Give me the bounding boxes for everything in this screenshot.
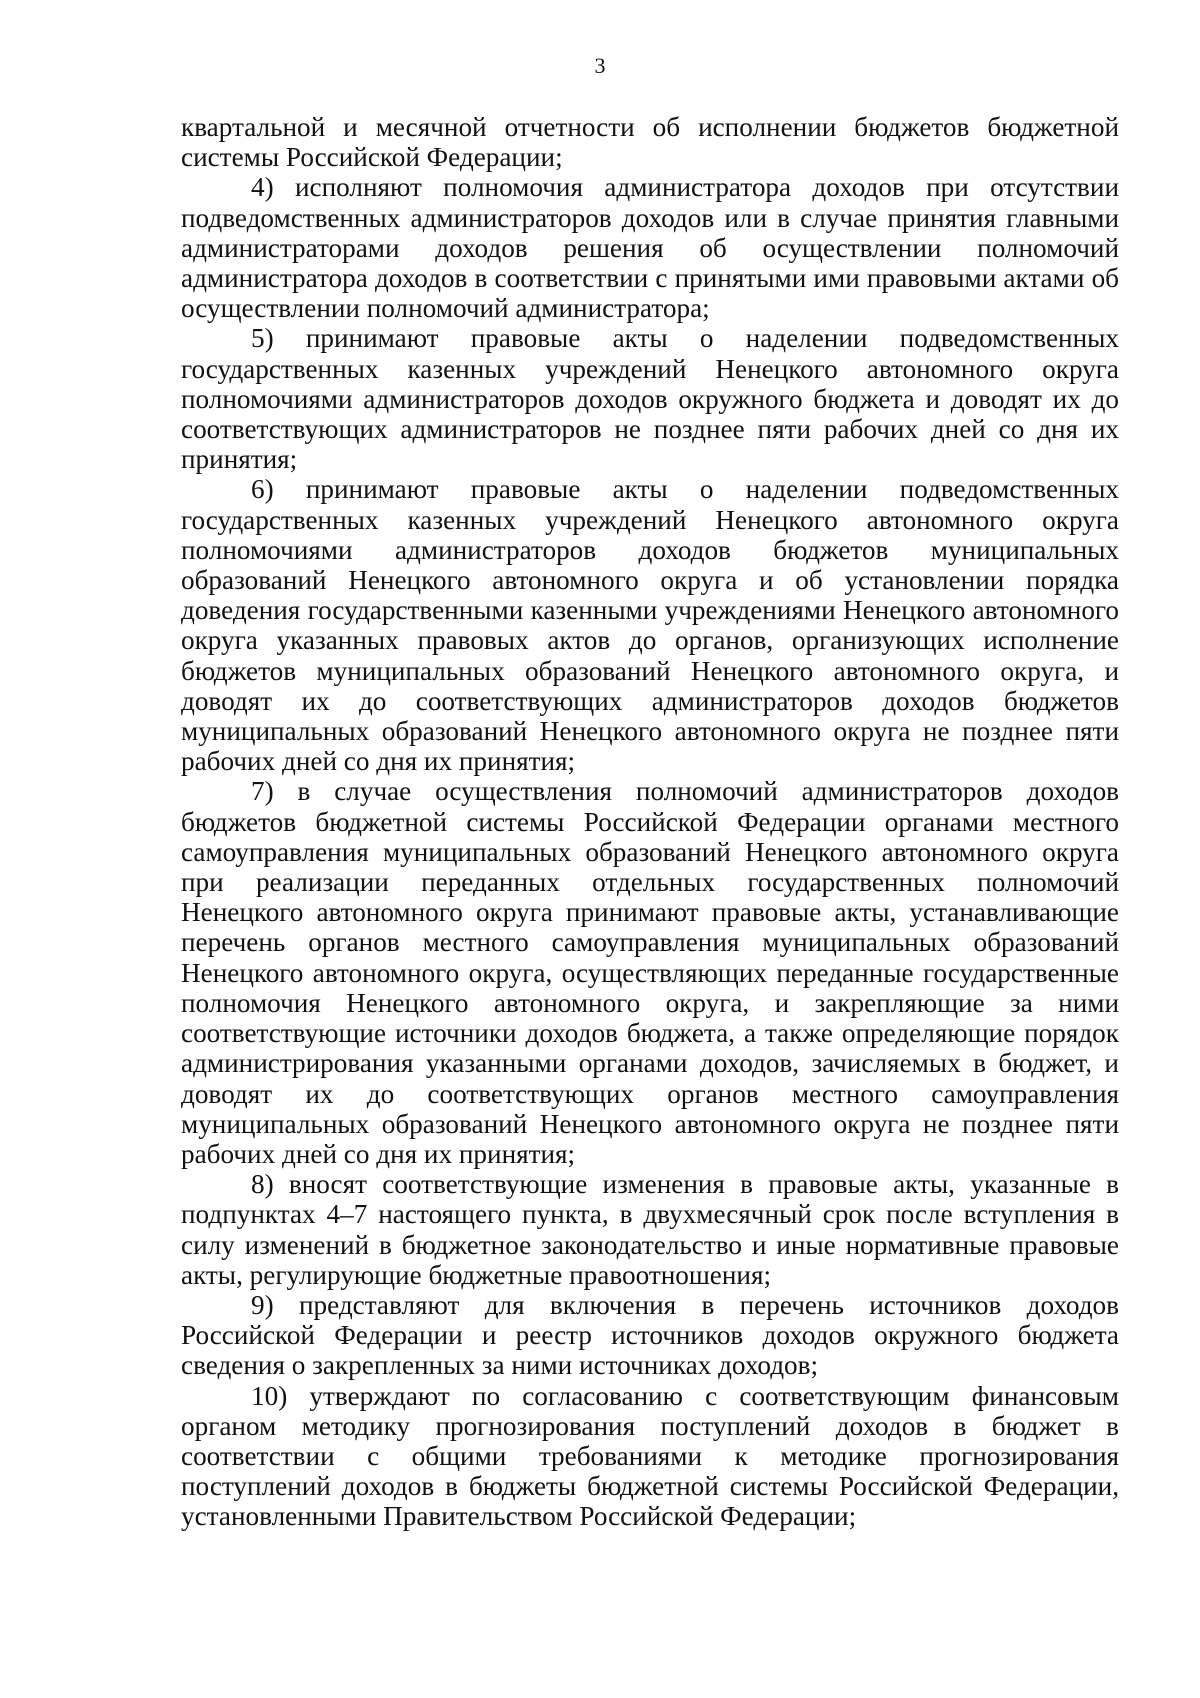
- paragraph-item-8: 8) вносят соответствующие изменения в правовые акты, указанные в подпунктах 4–7 настоящего пункта, в двухмесячный срок после вступления в силу изменений в бюджетное законодательство и иные нормативные правовые акты, регулирующие бюджетные правоотношения;: [181, 1169, 1119, 1290]
- paragraph-item-4: 4) исполняют полномочия администратора доходов при отсутствии подведомственных администраторов доходов или в случае принятия главными администраторами доходов решения об осуществлении полномочий администратора доходов в соответствии с принятыми ими правовыми актами об осуществлении полномочий администратора;: [181, 172, 1119, 324]
- paragraph-item-7: 7) в случае осуществления полномочий администраторов доходов бюджетов бюджетной системы Российской Федерации органами местного самоуправления муниципальных образований Ненецкого автономного округа при реализации переданных отдельных государственных полномочий Ненецкого автономного округа принимают правовые акты, устанавливающие перечень органов местного самоуправления муниципальных образований Ненецкого автономного округа, осуществляющих переданные государственные полномочия Ненецкого автономного округа, и закрепляющие за ними соответствующие источники доходов бюджета, а также определяющие порядок администрирования указанными органами доходов, зачисляемых в бюджет, и доводят их до соответствующих органов местного самоуправления муниципальных образований Ненецкого автономного округа не позднее пяти рабочих дней со дня их принятия;: [181, 776, 1119, 1169]
- page-number: 3: [594, 53, 606, 78]
- paragraph-item-9: 9) представляют для включения в перечень источников доходов Российской Федерации и реестр источников доходов окружного бюджета сведения о закрепленных за ними источниках доходов;: [181, 1289, 1119, 1381]
- paragraph-continuation: квартальной и месячной отчетности об исполнении бюджетов бюджетной системы Российской Федерации;: [181, 112, 1119, 173]
- paragraph-item-10: 10) утверждают по согласованию с соответствующим финансовым органом методику прогнозирования поступлений доходов в бюджет в соответствии с общими требованиями к методике прогнозирования поступлений доходов в бюджеты бюджетной системы Российской Федерации, установленными Правительством Российской Федерации;: [181, 1380, 1119, 1532]
- paragraph-item-5: 5) принимают правовые акты о наделении подведомственных государственных казенных учреждений Ненецкого автономного округа полномочиями администраторов доходов окружного бюджета и доводят их до соответствующих администраторов не позднее пяти рабочих дней со дня их принятия;: [181, 323, 1119, 475]
- document-body: [181, 112, 1119, 1532]
- paragraph-item-6: 6) принимают правовые акты о наделении подведомственных государственных казенных учреждений Ненецкого автономного округа полномочиями администраторов доходов бюджетов муниципальных образований Ненецкого автономного округа и об установлении порядка доведения государственными казенными учреждениями Ненецкого автономного округа указанных правовых актов до органов, организующих исполнение бюджетов муниципальных образований Ненецкого автономного округа, и доводят их до соответствующих администраторов доходов бюджетов муниципальных образований Ненецкого автономного округа не позднее пяти рабочих дней со дня их принятия;: [181, 474, 1119, 777]
